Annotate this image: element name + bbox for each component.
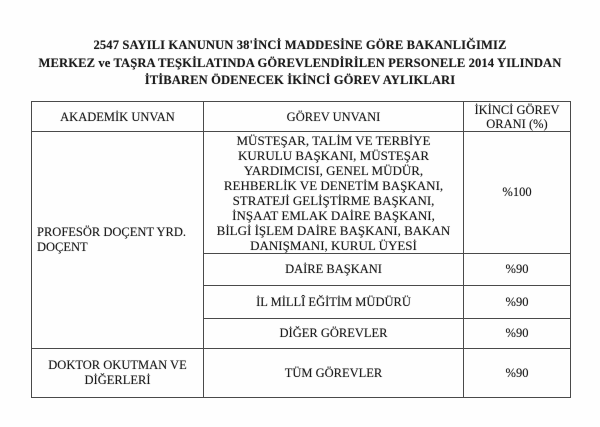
second-duty-salary-table — [31, 101, 571, 398]
header-ikinci-gorev-orani: İKİNCİ GÖREV ORANI (%) — [464, 102, 571, 132]
rate-cell-90-a: %90 — [464, 254, 571, 286]
duty-cell-upper-management: MÜSTEŞAR, TALİM VE TERBİYE KURULU BAŞKANI, MÜSTEŞAR YARDIMCISI, GENEL MÜDÜR, REHBERLİK VE DENETİM BAŞKANI, STRATEJİ GELİŞTİRME BAŞKANI, İNŞAAT EMLAK DAİRE BAŞKANI, BİLGİ İŞLEM DAİRE BAŞKANI, BAKAN DANIŞMANI, KURUL ÜYESİ — [204, 132, 464, 254]
table-header-row — [32, 102, 571, 132]
rate-cell-90-c: %90 — [464, 319, 571, 349]
document-title — [0, 37, 600, 90]
title-line-3: İTİBAREN ÖDENECEK İKİNCİ GÖREV AYLIKLARI — [144, 73, 456, 87]
header-gorev-unvani: GÖREV UNVANI — [204, 102, 464, 132]
title-line-2: MERKEZ ve TAŞRA TEŞKİLATINDA GÖREVLENDİRİLEN PERSONELE 2014 YILINDAN — [38, 55, 562, 70]
header-akademik-unvan: AKADEMİK UNVAN — [32, 102, 204, 132]
duty-cell-tum-gorevler: TÜM GÖREVLER — [204, 349, 464, 398]
table-row-musteşar-group — [32, 132, 571, 254]
academic-title-profesor-docent: PROFESÖR DOÇENT YRD. DOÇENT — [32, 132, 204, 349]
rate-cell-90-d: %90 — [464, 349, 571, 398]
rate-cell-90-b: %90 — [464, 286, 571, 319]
rate-cell-100: %100 — [464, 132, 571, 254]
academic-title-doktor-okutman: DOKTOR OKUTMAN VE DİĞERLERİ — [32, 349, 204, 398]
duty-cell-daire-baskani: DAİRE BAŞKANI — [204, 254, 464, 286]
title-line-1: 2547 SAYILI KANUNUN 38'İNCİ MADDESİNE GÖRE BAKANLIĞIMIZ — [93, 38, 507, 52]
duty-cell-diger-gorevler: DİĞER GÖREVLER — [204, 319, 464, 349]
duty-cell-il-milli-egitim-muduru: İL MİLLÎ EĞİTİM MÜDÜRÜ — [204, 286, 464, 319]
table-row-doktor-okutman — [32, 349, 571, 398]
